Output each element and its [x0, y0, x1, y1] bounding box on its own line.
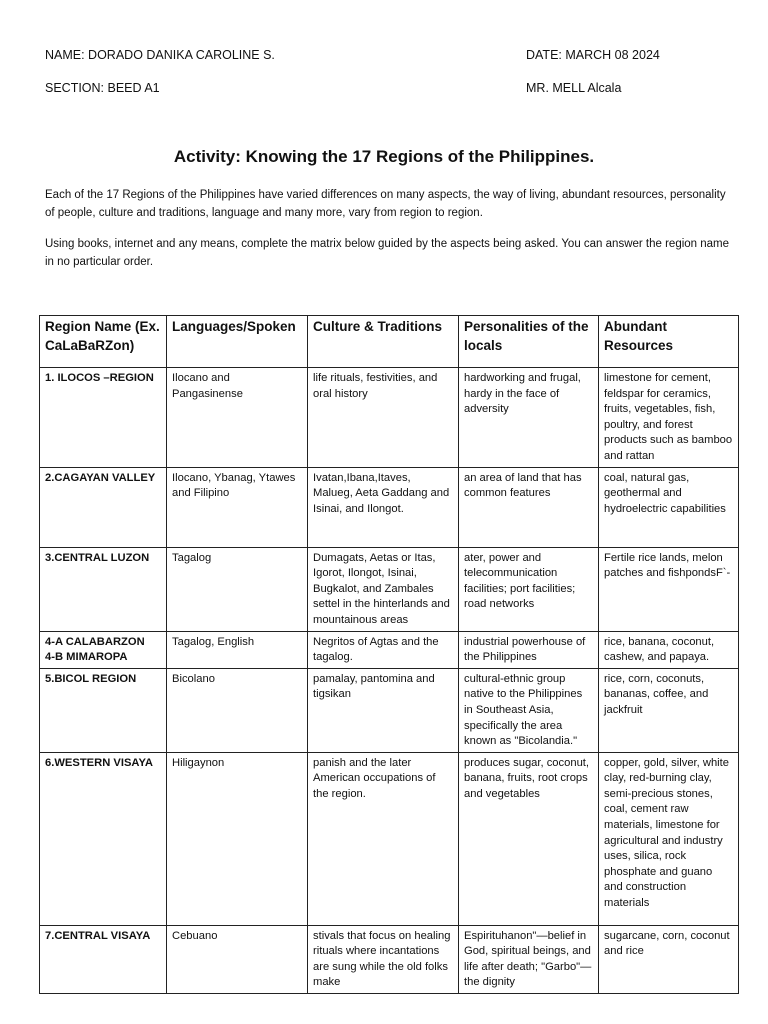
culture-cell: Ivatan,Ibana,Itaves, Malueg, Aeta Gaddang and Isinai, and Ilongot.: [308, 467, 459, 547]
intro-paragraph: Each of the 17 Regions of the Philippines have varied differences on many aspects, the way of living, abundant resources, personality of people, culture and traditions, language and many more, vary from region to region.: [45, 189, 726, 219]
region-name-cell: 1. ILOCOS –REGION: [40, 368, 167, 468]
languages-cell: Hiligaynon: [167, 752, 308, 925]
resources-cell: copper, gold, silver, white clay, red-burning clay, semi-precious stones, coal, cement raw materials, limestone for agricultural and industry uses, silica, rock phosphate and guano and construction materials: [599, 752, 739, 925]
header-languages: Languages/Spoken: [167, 316, 308, 368]
header-region-name: Region Name (Ex. CaLaBaRZon): [40, 316, 167, 368]
languages-cell: Bicolano: [167, 668, 308, 752]
table-row: [40, 467, 739, 547]
personalities-cell: produces sugar, coconut, banana, fruits, root crops and vegetables: [459, 752, 599, 925]
region-name-cell: 6.WESTERN VISAYA: [40, 752, 167, 925]
culture-cell: life rituals, festivities, and oral history: [308, 368, 459, 468]
regions-matrix-table: [39, 315, 739, 994]
region-name-cell: 3.CENTRAL LUZON: [40, 547, 167, 631]
resources-cell: limestone for cement, feldspar for ceramics, fruits, vegetables, fish, poultry, and forest products such as bamboo and rattan: [599, 368, 739, 468]
table-row: [40, 752, 739, 925]
table-row: [40, 631, 739, 668]
resources-cell: coal, natural gas, geothermal and hydroelectric capabilities: [599, 467, 739, 547]
region-name-cell: 2.CAGAYAN VALLEY: [40, 467, 167, 547]
personalities-cell: Espirituhanon"—belief in God, spiritual beings, and life after death; "Garbo"—the dignity: [459, 925, 599, 993]
student-name: NAME: DORADO DANIKA CAROLINE S.: [45, 48, 275, 62]
personalities-cell: an area of land that has common features: [459, 467, 599, 547]
table-row: [40, 925, 739, 993]
table-header-row: [40, 316, 739, 368]
languages-cell: Ilocano and Pangasinense: [167, 368, 308, 468]
table-row: [40, 547, 739, 631]
culture-cell: pamalay, pantomina and tigsikan: [308, 668, 459, 752]
table-row: [40, 368, 739, 468]
header-resources: Abundant Resources: [599, 316, 739, 368]
resources-cell: rice, banana, coconut, cashew, and papaya.: [599, 631, 739, 668]
personalities-cell: ater, power and telecommunication facilities; port facilities; road networks: [459, 547, 599, 631]
culture-cell: stivals that focus on healing rituals where incantations are sung while the old folks make: [308, 925, 459, 993]
region-name-cell: 5.BICOL REGION: [40, 668, 167, 752]
activity-title: Activity: Knowing the 17 Regions of the Philippines.: [173, 147, 595, 166]
languages-cell: Cebuano: [167, 925, 308, 993]
culture-cell: Negritos of Agtas and the tagalog.: [308, 631, 459, 668]
personalities-cell: industrial powerhouse of the Philippines: [459, 631, 599, 668]
table-row: [40, 668, 739, 752]
languages-cell: Tagalog: [167, 547, 308, 631]
personalities-cell: hardworking and frugal, hardy in the face of adversity: [459, 368, 599, 468]
resources-cell: rice, corn, coconuts, bananas, coffee, and jackfruit: [599, 668, 739, 752]
instructions-paragraph: Using books, internet and any means, complete the matrix below guided by the aspects being asked. You can answer the region name in no particular order.: [45, 238, 730, 268]
languages-cell: Ilocano, Ybanag, Ytawes and Filipino: [167, 467, 308, 547]
header-culture: Culture & Traditions: [308, 316, 459, 368]
activity-date: DATE: MARCH 08 2024: [526, 48, 660, 62]
region-name-cell: 7.CENTRAL VISAYA: [40, 925, 167, 993]
culture-cell: panish and the later American occupations of the region.: [308, 752, 459, 925]
culture-cell: Dumagats, Aetas or Itas, Igorot, Ilongot, Isinai, Bugkalot, and Zambales settel in the hinterlands and mountainous areas: [308, 547, 459, 631]
teacher-name: MR. MELL Alcala: [526, 81, 622, 95]
resources-cell: sugarcane, corn, coconut and rice: [599, 925, 739, 993]
student-section: SECTION: BEED A1: [45, 81, 160, 95]
resources-cell: Fertile rice lands, melon patches and fishpondsF`-: [599, 547, 739, 631]
personalities-cell: cultural-ethnic group native to the Philippines in Southeast Asia, specifically the area known as "Bicolandia.": [459, 668, 599, 752]
languages-cell: Tagalog, English: [167, 631, 308, 668]
header-personalities: Personalities of the locals: [459, 316, 599, 368]
region-name-cell: 4-A CALABARZON 4-B MIMAROPA: [40, 631, 167, 668]
